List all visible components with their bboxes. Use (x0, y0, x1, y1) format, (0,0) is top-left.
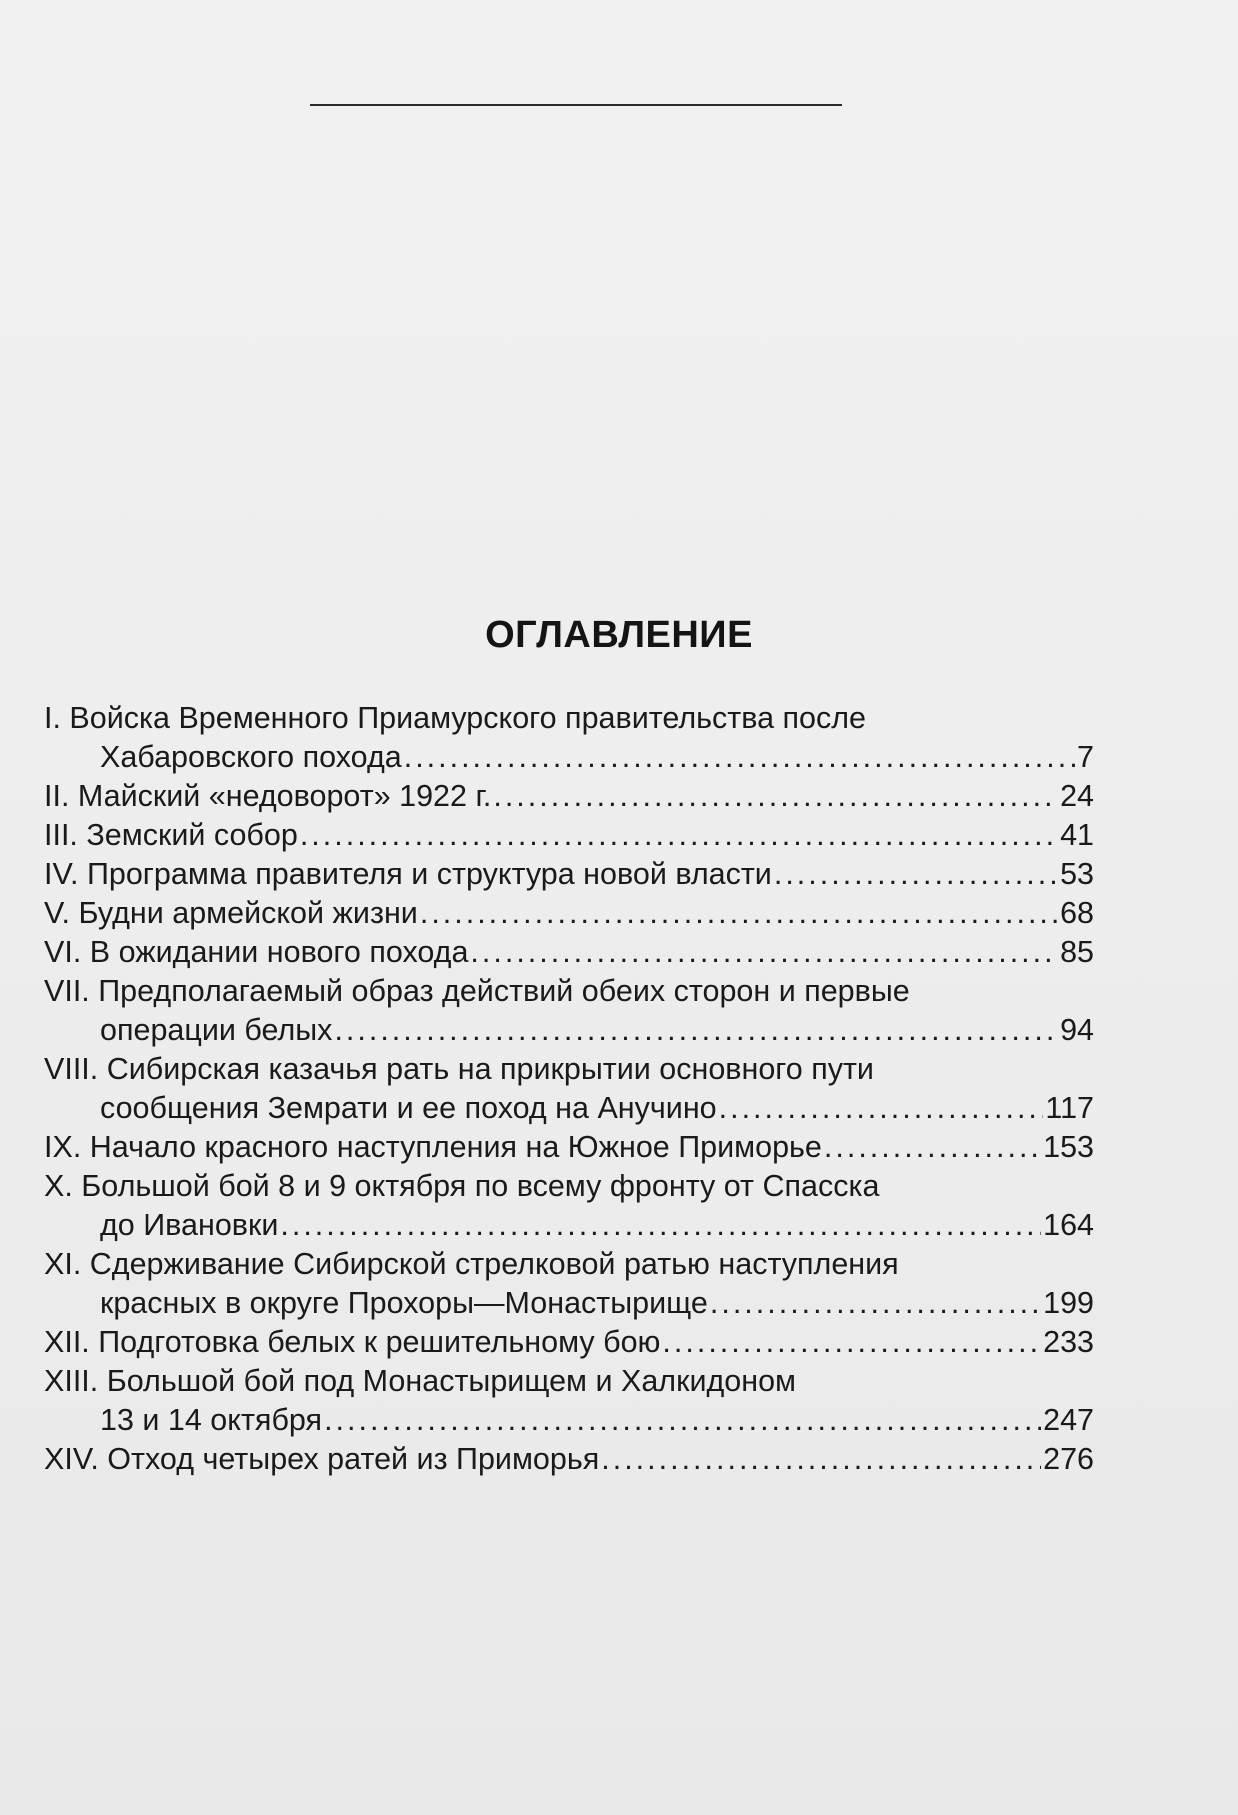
dot-leader (280, 1206, 1041, 1245)
toc-entry (44, 777, 1094, 816)
page-title: ОГЛАВЛЕНИЕ (485, 614, 753, 656)
toc-entry-last-line (44, 1128, 1094, 1167)
dot-leader (719, 1089, 1044, 1128)
toc-entry-title: V. Будни армейской жизни (44, 896, 418, 930)
toc-entry-line: I. Войска Временного Приамурского правительства после (44, 701, 867, 735)
page-number: 233 (1043, 1325, 1094, 1359)
toc-entry-line: XI. Сдерживание Сибирской стрелковой ратью наступления (44, 1247, 899, 1281)
toc-entry-last-line (44, 1011, 1094, 1050)
toc-entry (44, 1050, 1094, 1128)
toc-entry (44, 1245, 1094, 1323)
toc-entry-last-line (44, 1401, 1094, 1440)
toc-entry-title: IV. Программа правителя и структура новой власти (44, 857, 772, 891)
dot-leader (824, 1128, 1041, 1167)
toc-entry-title: III. Земский собор (44, 818, 298, 852)
toc-entry-title: XIV. Отход четырех ратей из Приморья (44, 1442, 600, 1476)
toc-entry-title: операции белых (100, 1013, 333, 1047)
toc-entry-last-line (44, 933, 1094, 972)
toc-entry (44, 1362, 1094, 1440)
page-number: 85 (1060, 935, 1094, 969)
page-number: 53 (1060, 857, 1094, 891)
page-number: 276 (1043, 1442, 1094, 1476)
dot-leader (324, 1401, 1041, 1440)
toc-entry (44, 1440, 1094, 1479)
dot-leader (774, 855, 1058, 894)
page-number: 94 (1060, 1013, 1094, 1047)
toc-entry-line: VII. Предполагаемый образ действий обеих сторон и первые (44, 974, 910, 1008)
toc-entry-title: IX. Начало красного наступления на Южное Приморье (44, 1130, 822, 1164)
toc-entry-last-line (44, 855, 1094, 894)
toc-entry-title: красных в округе Прохоры—Монастырище (100, 1286, 708, 1320)
page-number: 164 (1043, 1208, 1094, 1242)
toc-entry (44, 1128, 1094, 1167)
dot-leader (404, 738, 1075, 777)
toc-entry (44, 1167, 1094, 1245)
toc-entry-line: XIII. Большой бой под Монастырищем и Халкидоном (44, 1364, 797, 1398)
toc-entry (44, 816, 1094, 855)
page-number: 24 (1060, 779, 1094, 813)
toc-entry-title: сообщения Земрати и ее поход на Анучино (100, 1091, 717, 1125)
toc-entry-last-line (44, 1206, 1094, 1245)
page-number: 199 (1043, 1286, 1094, 1320)
dot-leader (601, 1440, 1041, 1479)
dot-leader (300, 816, 1058, 855)
toc-entry-title: 13 и 14 октября (100, 1403, 323, 1437)
toc-entry (44, 699, 1094, 777)
toc-entry-line: VIII. Сибирская казачья рать на прикрытии основного пути (44, 1052, 874, 1086)
toc-entry-title: до Ивановки (100, 1208, 279, 1242)
dot-leader (334, 1011, 1058, 1050)
toc-entry-last-line (44, 816, 1094, 855)
top-rule (310, 104, 842, 106)
toc-entry-last-line (44, 1440, 1094, 1479)
toc-entry-title: II. Майский «недоворот» 1922 г. (44, 779, 492, 813)
toc-entry-line: X. Большой бой 8 и 9 октября по всему фронту от Спасска (44, 1169, 880, 1203)
toc-entry (44, 1323, 1094, 1362)
toc-entry-last-line (44, 1284, 1094, 1323)
page-number: 153 (1043, 1130, 1094, 1164)
toc-entry-title: VI. В ожидании нового похода (44, 935, 469, 969)
dot-leader (662, 1323, 1041, 1362)
table-of-contents (44, 699, 1094, 1479)
dot-leader (420, 894, 1058, 933)
toc-entry-title: Хабаровского похода (100, 740, 402, 774)
toc-entry-last-line (44, 738, 1094, 777)
page-number: 117 (1045, 1091, 1094, 1125)
toc-entry (44, 855, 1094, 894)
dot-leader (710, 1284, 1041, 1323)
toc-entry (44, 972, 1094, 1050)
page-number: 41 (1060, 818, 1094, 852)
toc-entry (44, 894, 1094, 933)
dot-leader (493, 777, 1058, 816)
dot-leader (470, 933, 1058, 972)
toc-entry-last-line (44, 1323, 1094, 1362)
toc-entry-last-line (44, 777, 1094, 816)
toc-entry-title: XII. Подготовка белых к решительному бою (44, 1325, 661, 1359)
page-number: 7 (1077, 740, 1094, 774)
page-number: 68 (1060, 896, 1094, 930)
toc-entry-last-line (44, 894, 1094, 933)
toc-entry (44, 933, 1094, 972)
toc-entry-last-line (44, 1089, 1094, 1128)
page-number: 247 (1043, 1403, 1094, 1437)
